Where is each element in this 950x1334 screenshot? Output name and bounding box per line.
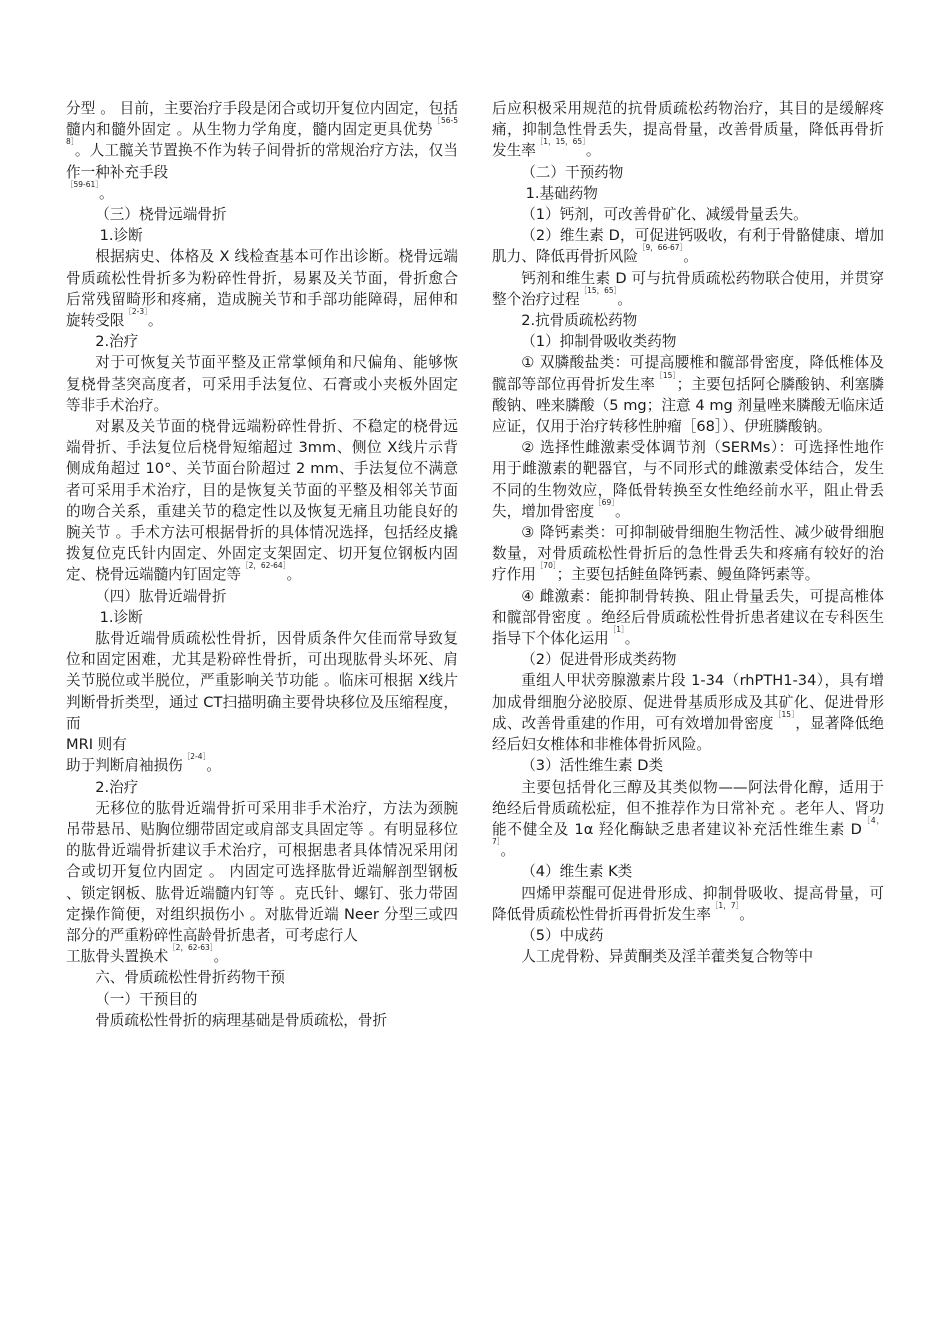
paragraph-text: 助于判断肩袖损伤 <box>66 757 183 775</box>
paragraph-text: （2）维生素 D，可促进钙吸收，有利于骨骼健康、增加肌力、降低再骨折风险 <box>492 227 884 266</box>
section-heading <box>492 331 884 352</box>
paragraph-text-continued: 。 <box>585 142 601 160</box>
body-paragraph <box>66 943 458 967</box>
body-paragraph <box>66 734 458 755</box>
citation-ref: ［2，62-64］ <box>241 561 287 571</box>
paragraph-text: （三）桡骨远端骨折 <box>95 206 227 224</box>
body-paragraph <box>66 1010 458 1031</box>
paragraph-text-continued: 。 <box>213 948 229 966</box>
citation-ref: ［69］ <box>594 497 615 507</box>
paragraph-text: （1）抑制骨吸收类药物 <box>521 333 677 351</box>
paragraph-text: 后应积极采用规范的抗骨质疏松药物治疗，其目的是缓解疼痛，抑制急性骨丢失，提高骨量，改善骨质量，降低再骨折发生率 <box>492 100 884 160</box>
body-paragraph <box>66 628 458 734</box>
paragraph-text: 工肱骨头置换术 <box>66 948 169 966</box>
paragraph-text: （4）维生素 K类 <box>521 863 633 881</box>
body-paragraph <box>492 352 884 437</box>
paragraph-text: 1.诊断 <box>99 608 143 626</box>
citation-ref: ［56-58］ <box>66 116 458 147</box>
paragraph-text: 人工虎骨粉、异黄酮类及淫羊藿类复合物等中 <box>521 948 814 966</box>
section-heading <box>492 183 884 204</box>
body-paragraph <box>66 179 458 204</box>
citation-ref: ［4，7］ <box>492 815 884 847</box>
paragraph-text: （3）活性维生素 D类 <box>521 757 664 775</box>
section-heading <box>66 777 458 798</box>
paragraph-text-continued: 。 <box>286 566 302 584</box>
paragraph-text: 肱骨近端骨质疏松性骨折，因骨质条件欠佳而常导致复位和固定困难，尤其是粉碎性骨折，可出现肱骨头坏死、肩关节脱位或半脱位，严重影响关节功能 。临床可根据 X线片判断骨折类型，通过 CT扫描明确主要骨块移位及压缩程度，而 <box>66 630 458 732</box>
paragraph-text-continued: ；主要包括鲑鱼降钙素、鳗鱼降钙素等。 <box>556 566 820 584</box>
section-heading <box>66 967 458 988</box>
citation-ref: ［15，65］ <box>579 285 618 295</box>
section-heading <box>492 204 884 225</box>
paragraph-text: 2.抗骨质疏松药物 <box>521 312 638 330</box>
paragraph-text-continued: 。 <box>617 290 633 308</box>
section-heading <box>492 162 884 183</box>
paragraph-text: 重组人甲状旁腺激素片段 1-34（rhPTH1-34），具有增加成骨细胞分泌胶原、促进骨基质形成及其矿化、促进骨形成、改善骨重建的作用，可有效增加骨密度 <box>492 672 884 732</box>
paragraph-text-continued: 。 <box>624 630 640 648</box>
section-heading <box>66 225 458 246</box>
paragraph-text: 钙剂和维生素 D 可与抗骨质疏松药物联合使用，并贯穿整个治疗过程 <box>492 269 884 308</box>
paragraph-text: （1）钙剂，可改善骨矿化、减缓骨量丢失。 <box>521 206 808 224</box>
section-heading <box>66 607 458 628</box>
citation-ref: ［1］ <box>608 625 625 635</box>
citation-ref: ［1，7］ <box>710 900 740 910</box>
paragraph-text: 1.诊断 <box>99 227 143 245</box>
body-paragraph <box>66 352 458 416</box>
paragraph-text: 1.基础药物 <box>525 184 598 202</box>
paragraph-text: 骨质疏松性骨折的病理基础是骨质疏松，骨折 <box>95 1011 388 1029</box>
body-paragraph <box>492 586 884 650</box>
paragraph-text-continued: 。 <box>147 312 163 330</box>
body-paragraph <box>66 752 458 776</box>
citation-ref: ［70］ <box>535 561 557 571</box>
body-paragraph <box>66 98 458 183</box>
paragraph-text: （一）干预目的 <box>95 990 198 1008</box>
section-heading <box>492 861 884 882</box>
paragraph-text-continued: 。 <box>739 905 754 923</box>
citation-ref: ［1，15，65］ <box>535 137 586 147</box>
paragraph-text: 无移位的肱骨近端骨折可采用非手术治疗，方法为颈腕吊带悬吊、贴胸位绷带固定或肩部支具固定等 。有明显移位的肱骨近端骨折建议手术治疗，可根据患者具体情况采用闭合或切开复位内固定 。 内固定可选择肱骨近端解剖型钢板 、锁定钢板、肱骨近端髓内钉等 。克氏针、螺钉、张力带固定操作简便，对组织损伤小 。对肱骨近端 Neer 分型三或四部分的严重粉碎性高龄骨折患者，可考虑行人 <box>66 799 458 944</box>
citation-ref: ［2-4］ <box>182 752 207 762</box>
citation-ref: ［2-3］ <box>124 307 148 317</box>
section-heading <box>492 755 884 776</box>
paragraph-text-continued: 。 <box>500 842 516 860</box>
paragraph-text-continued: ，显著降低绝经后妇女椎体和非椎体骨折风险。 <box>492 714 884 754</box>
body-paragraph <box>66 416 458 586</box>
paragraph-text: （四）肱骨近端骨折 <box>95 587 227 605</box>
section-heading <box>492 925 884 946</box>
citation-ref: ［59-61］ <box>66 179 100 189</box>
paragraph-text: ③ 降钙素类：可抑制破骨细胞生物活性、减少破骨细胞数量，对骨质疏松性骨折后的急性骨丢失和疼痛有较好的治疗作用 <box>492 524 884 584</box>
left-column <box>66 98 458 1031</box>
paragraph-text: 对于可恢复关节面平整及正常掌倾角和尺偏角、能够恢复桡骨茎突高度者，可采用手法复位、石膏或小夹板外固定等非手术治疗。 <box>66 354 458 414</box>
paragraph-text-continued: 。人工髋关节置换不作为转子间骨折的常规治疗方法，仅当作一种补充手段 <box>66 142 458 181</box>
body-paragraph <box>492 777 884 862</box>
paragraph-text-continued: 。 <box>99 184 114 202</box>
paragraph-text: ① 双膦酸盐类：可提高腰椎和髋部骨密度，降低椎体及髋部等部位再骨折发生率 <box>492 354 884 393</box>
body-paragraph <box>66 246 458 331</box>
paragraph-text: MRI 则有 <box>66 736 127 754</box>
paragraph-text: 四烯甲萘醌可促进骨形成、抑制骨吸收、提高骨量，可降低骨质疏松性骨折再骨折发生率 <box>492 884 884 923</box>
body-paragraph <box>492 225 884 267</box>
paragraph-text-continued: 。 <box>614 502 630 520</box>
paragraph-text: 六、骨质疏松性骨折药物干预 <box>95 969 285 987</box>
paragraph-text: （2）促进骨形成类药物 <box>521 651 677 669</box>
body-paragraph <box>492 268 884 310</box>
citation-ref: ［15］ <box>773 709 796 719</box>
paragraph-text: （5）中成药 <box>521 926 604 944</box>
paragraph-text: 主要包括骨化三醇及其类似物——阿法骨化醇，适用于绝经后骨质疏松症，但不推荐作为日常补充 。老年人、肾功能不健全及 1α 羟化酶缺乏患者建议补充活性维生素 D <box>492 778 884 838</box>
citation-ref: ［2，62-63］ <box>168 943 214 953</box>
paragraph-text-continued: 。 <box>206 757 221 775</box>
paragraph-text: ② 选择性雌激素受体调节剂（SERMs）：可选择性地作用于雌激素的靶器官，与不同形式的雌激素受体结合，发生不同的生物效应，降低骨转换至女性绝经前水平，阻止骨丢失，增加骨密度 <box>492 439 884 520</box>
paragraph-text: ④ 雌激素：能抑制骨转换、阻止骨量丢失，可提高椎体和髋部骨密度 。绝经后骨质疏松性骨折患者建议在专科医生指导下个体化运用 <box>492 587 884 648</box>
citation-ref: ［9，66-67］ <box>637 243 684 253</box>
section-heading <box>66 586 458 607</box>
section-heading <box>66 989 458 1010</box>
section-heading <box>66 204 458 225</box>
paragraph-text: 根据病史、体格及 X 线检查基本可作出诊断。桡骨远端骨质疏松性骨折多为粉碎性骨折，易累及关节面，骨折愈合后常残留畸形和疼痛，造成腕关节和手部功能障碍，屈伸和旋转受限 <box>66 248 458 330</box>
paragraph-text: 2.治疗 <box>95 778 139 796</box>
paragraph-text: （二）干预药物 <box>521 163 624 181</box>
body-paragraph <box>492 670 884 755</box>
citation-ref: ［15］ <box>655 370 677 380</box>
paragraph-text-continued: 。 <box>683 248 698 266</box>
body-paragraph <box>492 946 884 967</box>
section-heading <box>66 331 458 352</box>
body-paragraph <box>492 883 884 925</box>
body-paragraph <box>492 522 884 586</box>
body-paragraph <box>492 437 884 522</box>
section-heading <box>492 649 884 670</box>
body-paragraph <box>66 798 458 946</box>
right-column <box>492 98 884 967</box>
paragraph-text: 2.治疗 <box>95 333 139 351</box>
body-paragraph <box>492 98 884 162</box>
paragraph-text-continued: ；主要包括阿仑膦酸钠、利塞膦酸钠、唑来膦酸（5 mg；注意 4 mg 剂量唑来膦酸无临床适应证，仅用于治疗转移性肿瘤［68］）、伊班膦酸钠。 <box>492 375 884 436</box>
paragraph-text: 分型 。 目前，主要治疗手段是闭合或切开复位内固定，包括髓内和髓外固定 。从生物力学角度，髓内固定更具优势 <box>66 100 458 139</box>
paragraph-text: 对累及关节面的桡骨远端粉碎性骨折、不稳定的桡骨远端骨折、手法复位后桡骨短缩超过 3mm、侧位 X线片示背侧成角超过 10°、关节面台阶超过 2 mm、手法复位不满意者可采用手术治疗，目的是恢复关节面的平整及相邻关节面的吻合关系，重建关节的稳定性以及恢复无痛且功能良好的腕关节 。手术方法可根据骨折的具体情况选择，包括经皮撬拨复位克氏针内固定、外固定支架固定、切开复位钢板内固定、桡骨远端髓内钉固定等 <box>66 418 458 584</box>
section-heading <box>492 310 884 331</box>
